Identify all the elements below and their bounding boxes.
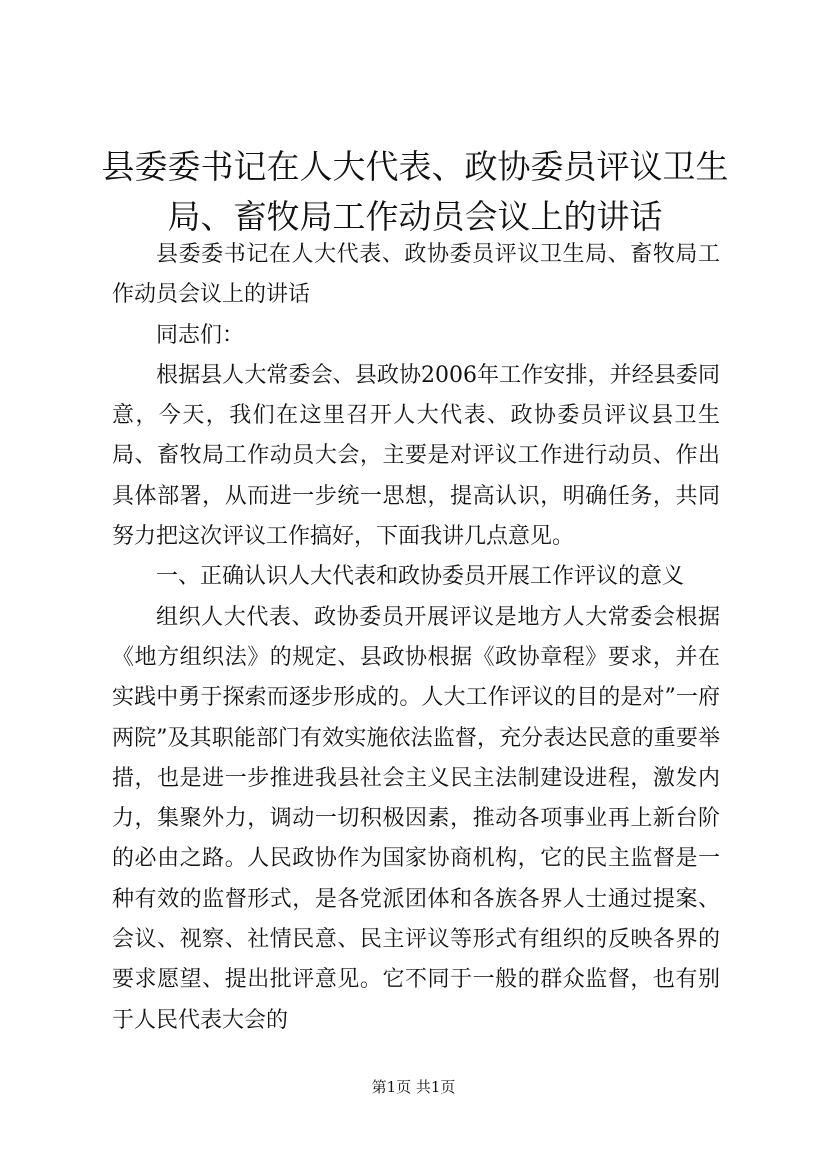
paragraph-subtitle: 县委委书记在人大代表、政协委员评议卫生局、畜牧局工作动员会议上的讲话 — [112, 242, 720, 308]
document-title: 县委委书记在人大代表、政协委员评议卫生局、畜牧局工作动员会议上的讲话 — [101, 147, 729, 236]
paragraph-section-heading: 一、正确认识人大代表和政协委员开展工作评议的意义 — [156, 564, 685, 590]
page-footer: 第1页 共1页 — [371, 1078, 456, 1096]
paragraph-section-body: 组织人大代表、政协委员开展评议是地方人大常委会根据《地方组织法》的规定、县政协根据《政协章程》要求，并在实践中勇于探索而逐步形成的。人大工作评议的目的是对”一府两院”及其职能部门有效实施依法监督，充分表达民意的重要举措，也是进一步推进我县社会主义民主法制建设进程，激发内力，集聚外力，调动一切积极因素，推动各项事业再上新台阶的必由之路。人民政协作为国家协商机构，它的民主监督是一种有效的监督形式，是各党派团体和各族各界人士通过提案、会议、视察、社情民意、民主评议等形式有组织的反映各界的要求愿望、提出批评意见。它不同于一般的群众监督，也有别于人民代表大会的 — [112, 604, 720, 1033]
paragraph-intro: 根据县人大常委会、县政协2006年工作安排，并经县委同意，今天，我们在这里召开人大代表、政协委员评议县卫生局、畜牧局工作动员大会，主要是对评议工作进行动员、作出具体部署，从而进一步统一思想，提高认识，明确任务，共同努力把这次评议工作搞好，下面我讲几点意见。 — [112, 362, 720, 550]
document-body — [112, 235, 720, 1041]
paragraph-salutation: 同志们： — [156, 322, 245, 348]
